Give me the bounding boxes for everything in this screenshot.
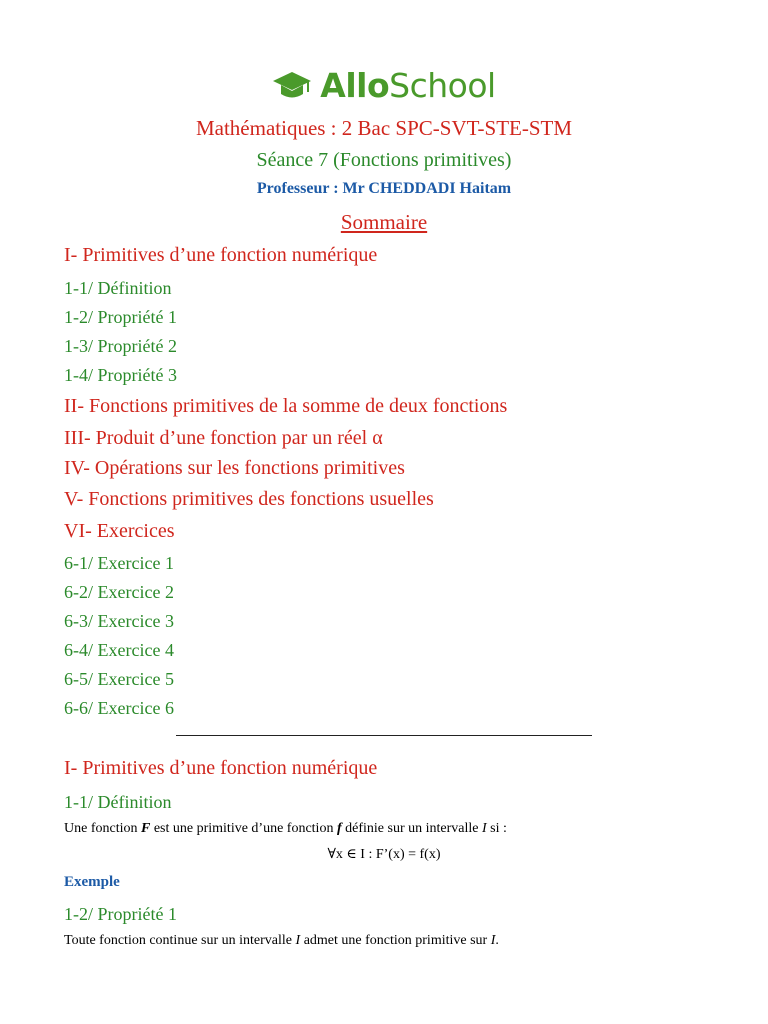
toc-subsection-item: 6-4/ Exercice 4 <box>64 640 174 660</box>
sommaire-title: Sommaire <box>340 210 428 234</box>
definition-formula: ∀x ∈ I : F’(x) = f(x) <box>327 847 441 862</box>
toc-subsection-item: 6-3/ Exercice 3 <box>64 611 174 631</box>
propriete1-title: 1-2/ Propriété 1 <box>64 904 177 924</box>
section-title: I- Primitives d’une fonction numérique <box>64 757 378 779</box>
propriete1-text: Toute fonction continue sur un intervalle I admet une fonction primitive sur I. <box>64 933 499 948</box>
toc-subsection-item: 1-1/ Définition <box>64 278 172 298</box>
logo-text: AlloSchool <box>320 66 496 105</box>
alloschool-logo <box>0 66 768 105</box>
graduation-cap-icon <box>272 70 312 102</box>
toc-section-item: I- Primitives d’une fonction numérique <box>64 244 378 266</box>
toc-subsection-item: 6-6/ Exercice 6 <box>64 698 174 718</box>
subject-title: Mathématiques : 2 Bac SPC-SVT-STE-STM <box>195 116 573 140</box>
toc-subsection-item: 1-4/ Propriété 3 <box>64 365 177 385</box>
toc-subsection-item: 1-3/ Propriété 2 <box>64 336 177 356</box>
toc-subsection-item: 6-5/ Exercice 5 <box>64 669 174 689</box>
exemple-label: Exemple <box>64 874 120 890</box>
definition-text: Une fonction F est une primitive d’une fonction f définie sur un intervalle I si : <box>64 821 507 836</box>
toc-section-item: VI- Exercices <box>64 520 175 542</box>
toc-subsection-item: 6-2/ Exercice 2 <box>64 582 174 602</box>
toc-section-item: IV- Opérations sur les fonctions primitives <box>64 457 405 479</box>
professor-line: Professeur : Mr CHEDDADI Haitam <box>256 180 512 197</box>
definition-title: 1-1/ Définition <box>64 792 172 812</box>
toc-subsection-item: 6-1/ Exercice 1 <box>64 553 174 573</box>
divider <box>176 735 592 736</box>
toc-subsection-item: 1-2/ Propriété 1 <box>64 307 177 327</box>
toc-section-item: II- Fonctions primitives de la somme de deux fonctions <box>64 395 508 417</box>
toc-section-item: III- Produit d’une fonction par un réel α <box>64 427 383 449</box>
toc-section-item: V- Fonctions primitives des fonctions usuelles <box>64 488 434 510</box>
seance-title: Séance 7 (Fonctions primitives) <box>256 149 512 171</box>
